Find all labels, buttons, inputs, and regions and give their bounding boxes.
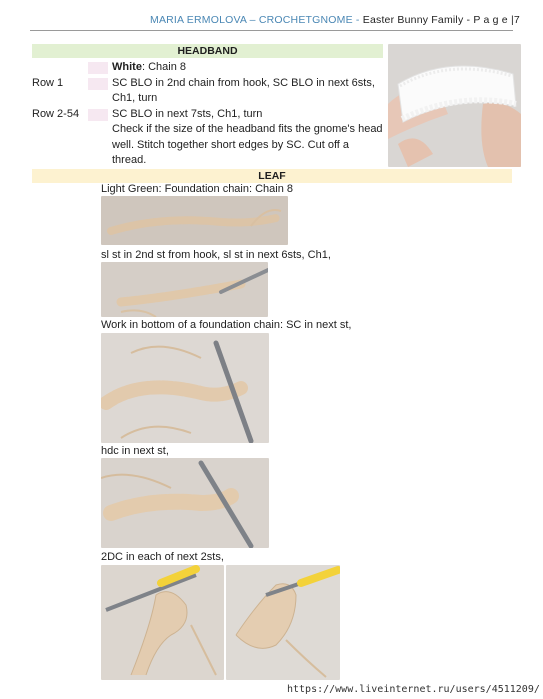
headband-instructions [32, 60, 383, 169]
leaf-photo-5b [226, 565, 340, 680]
row-text: SC BLO in 2nd chain from hook, SC BLO in next 6sts, Ch1, turn [112, 76, 375, 104]
leaf-heading: LEAF [32, 169, 512, 183]
leaf-photo-3 [101, 333, 269, 443]
instruction-row-color [32, 60, 383, 76]
row-marker [88, 78, 108, 90]
leaf-photo-2 [101, 262, 268, 317]
document-title: Easter Bunny Family - P a g e |7 [362, 14, 520, 26]
yarn-color: White [112, 61, 142, 73]
instruction-row-1 [32, 76, 383, 107]
header-divider [30, 30, 513, 31]
page-header [150, 14, 520, 26]
headband-photo [388, 44, 521, 167]
leaf-step-2: sl st in 2nd st from hook, sl st in next 6sts, Ch1, [101, 249, 331, 261]
watermark-url: https://www.liveinternet.ru/users/4511209/ [287, 684, 540, 695]
instruction-row-2 [32, 107, 383, 169]
author-name: MARIA ERMOLOVA – CROCHETGNOME [150, 14, 353, 26]
row-marker [88, 62, 108, 74]
leaf-photo-5a [101, 565, 224, 680]
row-label: Row 2-54 [32, 107, 80, 120]
headband-heading: HEADBAND [32, 44, 383, 58]
leaf-step-5: 2DC in each of next 2sts, [101, 551, 224, 563]
row-label: Row 1 [32, 76, 64, 89]
leaf-step-4: hdc in next st, [101, 445, 169, 457]
headband-note: Check if the size of the headband fits the gnome's head well. Stitch together short edges by SC. Cut off a thread. [112, 123, 383, 166]
header-separator: - [352, 14, 363, 26]
leaf-step-1: Light Green: Foundation chain: Chain 8 [101, 183, 294, 195]
row-marker [88, 109, 108, 121]
leaf-photo-1 [101, 196, 288, 245]
leaf-step-3: Work in bottom of a foundation chain: SC in next st, [101, 319, 352, 331]
row-text: SC BLO in next 7sts, Ch1, turn [112, 107, 263, 120]
leaf-photo-4 [101, 458, 269, 548]
color-instruction: : Chain 8 [141, 61, 186, 73]
